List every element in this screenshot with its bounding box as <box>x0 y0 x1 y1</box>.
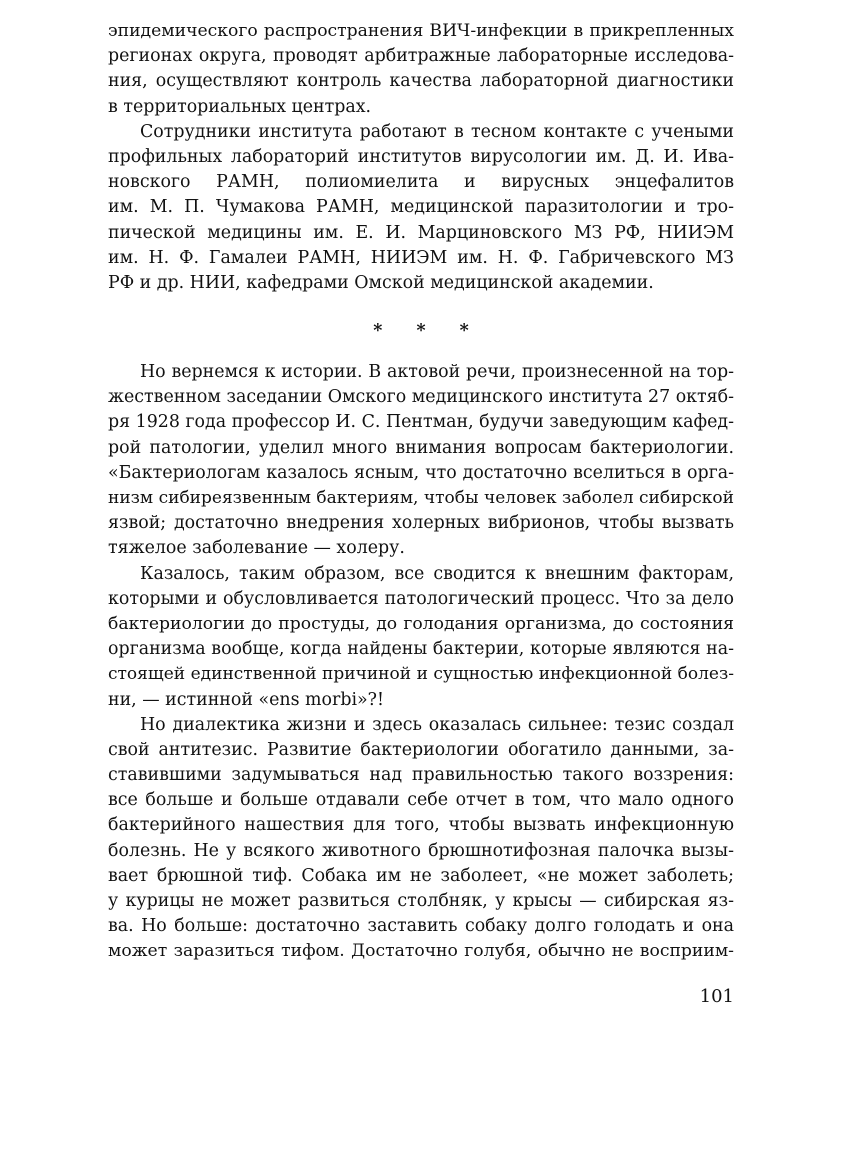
text-line: ния, осуществляют контроль качества лабораторной диагностики <box>108 71 734 92</box>
section-separator: * * * <box>373 321 483 342</box>
paragraph-3 <box>108 360 734 562</box>
text-line: ва. Но больше: достаточно заставить собаку долго голодать и она <box>108 916 734 937</box>
paragraph-1 <box>108 19 734 120</box>
text-line: «Бактериологам казалось ясным, что достаточно вселиться в орга- <box>108 462 734 483</box>
text-line: регионах округа, проводят арбитражные лабораторные исследова- <box>108 46 734 67</box>
text-line: у курицы не может развиться столбняк, у крысы — сибирская яз- <box>108 891 734 911</box>
paragraph-4 <box>108 562 734 713</box>
text-line: все больше и больше отдавали себе отчет в том, что мало одного <box>108 790 734 811</box>
text-line: ря 1928 года профессор И. С. Пентман, будучи заведующим кафед- <box>108 412 734 433</box>
text-line: в территориальных центрах. <box>108 96 372 117</box>
text-line: эпидемического распространения ВИЧ-инфекции в прикрепленных <box>108 21 734 41</box>
text-line: может заразиться тифом. Достаточно голубя, обычно не восприим- <box>108 941 734 962</box>
page-number: 101 <box>699 986 734 1007</box>
text-line: пической медицины им. Е. И. Марциновского МЗ РФ, НИИЭМ <box>108 222 734 243</box>
text-line: бактериологии до простуды, до голодания организма, до состояния <box>108 613 734 634</box>
text-column <box>108 19 734 965</box>
text-line: низм сибиреязвенным бактериям, чтобы человек заболел сибирской <box>108 488 734 508</box>
paragraph-2 <box>108 120 734 296</box>
text-line: вает брюшной тиф. Собака им не заболеет, «не может заболеть; <box>108 865 734 886</box>
text-line: им. М. П. Чумакова РАМН, медицинской паразитологии и тро- <box>108 197 734 218</box>
text-line: стоящей единственной причиной и сущностью инфекционной болез- <box>108 664 734 685</box>
text-line: профильных лабораторий институтов вирусологии им. Д. И. Ива- <box>108 146 734 167</box>
text-line: тяжелое заболевание — холеру. <box>108 538 405 559</box>
text-line: бактерийного нашествия для того, чтобы вызвать инфекционную <box>108 815 734 836</box>
text-line: язвой; достаточно внедрения холерных вибрионов, чтобы вызвать <box>108 513 734 534</box>
text-line: которыми и обусловливается патологический процесс. Что за дело <box>108 588 734 609</box>
text-line: новского РАМН, полиомиелита и вирусных энцефалитов <box>108 172 734 193</box>
text-line: им. Н. Ф. Гамалеи РАМН, НИИЭМ им. Н. Ф. Габричевского МЗ <box>108 247 734 268</box>
text-line: Но диалектика жизни и здесь оказалась сильнее: тезис создал <box>140 714 734 735</box>
text-line: Казалось, таким образом, все сводится к внешним факторам, <box>140 563 734 584</box>
text-line: Сотрудники института работают в тесном контакте с учеными <box>140 121 734 142</box>
text-line: жественном заседании Омского медицинского института 27 октяб- <box>108 387 734 408</box>
text-line: организма вообще, когда найдены бактерии, которые являются на- <box>108 639 734 660</box>
text-line: ни, — истинной «ens morbi»?! <box>108 689 384 710</box>
paragraph-5 <box>108 713 734 965</box>
text-line: Но вернемся к истории. В актовой речи, произнесенной на тор- <box>140 362 734 383</box>
text-line: ставившими задумываться над правильностью такого воззрения: <box>108 765 734 786</box>
text-line: болезнь. Не у всякого животного брюшнотифозная палочка вызы- <box>108 840 734 861</box>
text-line: свой антитезис. Развитие бактериологии обогатило данными, за- <box>108 739 734 760</box>
text-line: рой патологии, уделил много внимания вопросам бактериологии. <box>108 437 734 458</box>
text-line: РФ и др. НИИ, кафедрами Омской медицинской академии. <box>108 272 654 293</box>
